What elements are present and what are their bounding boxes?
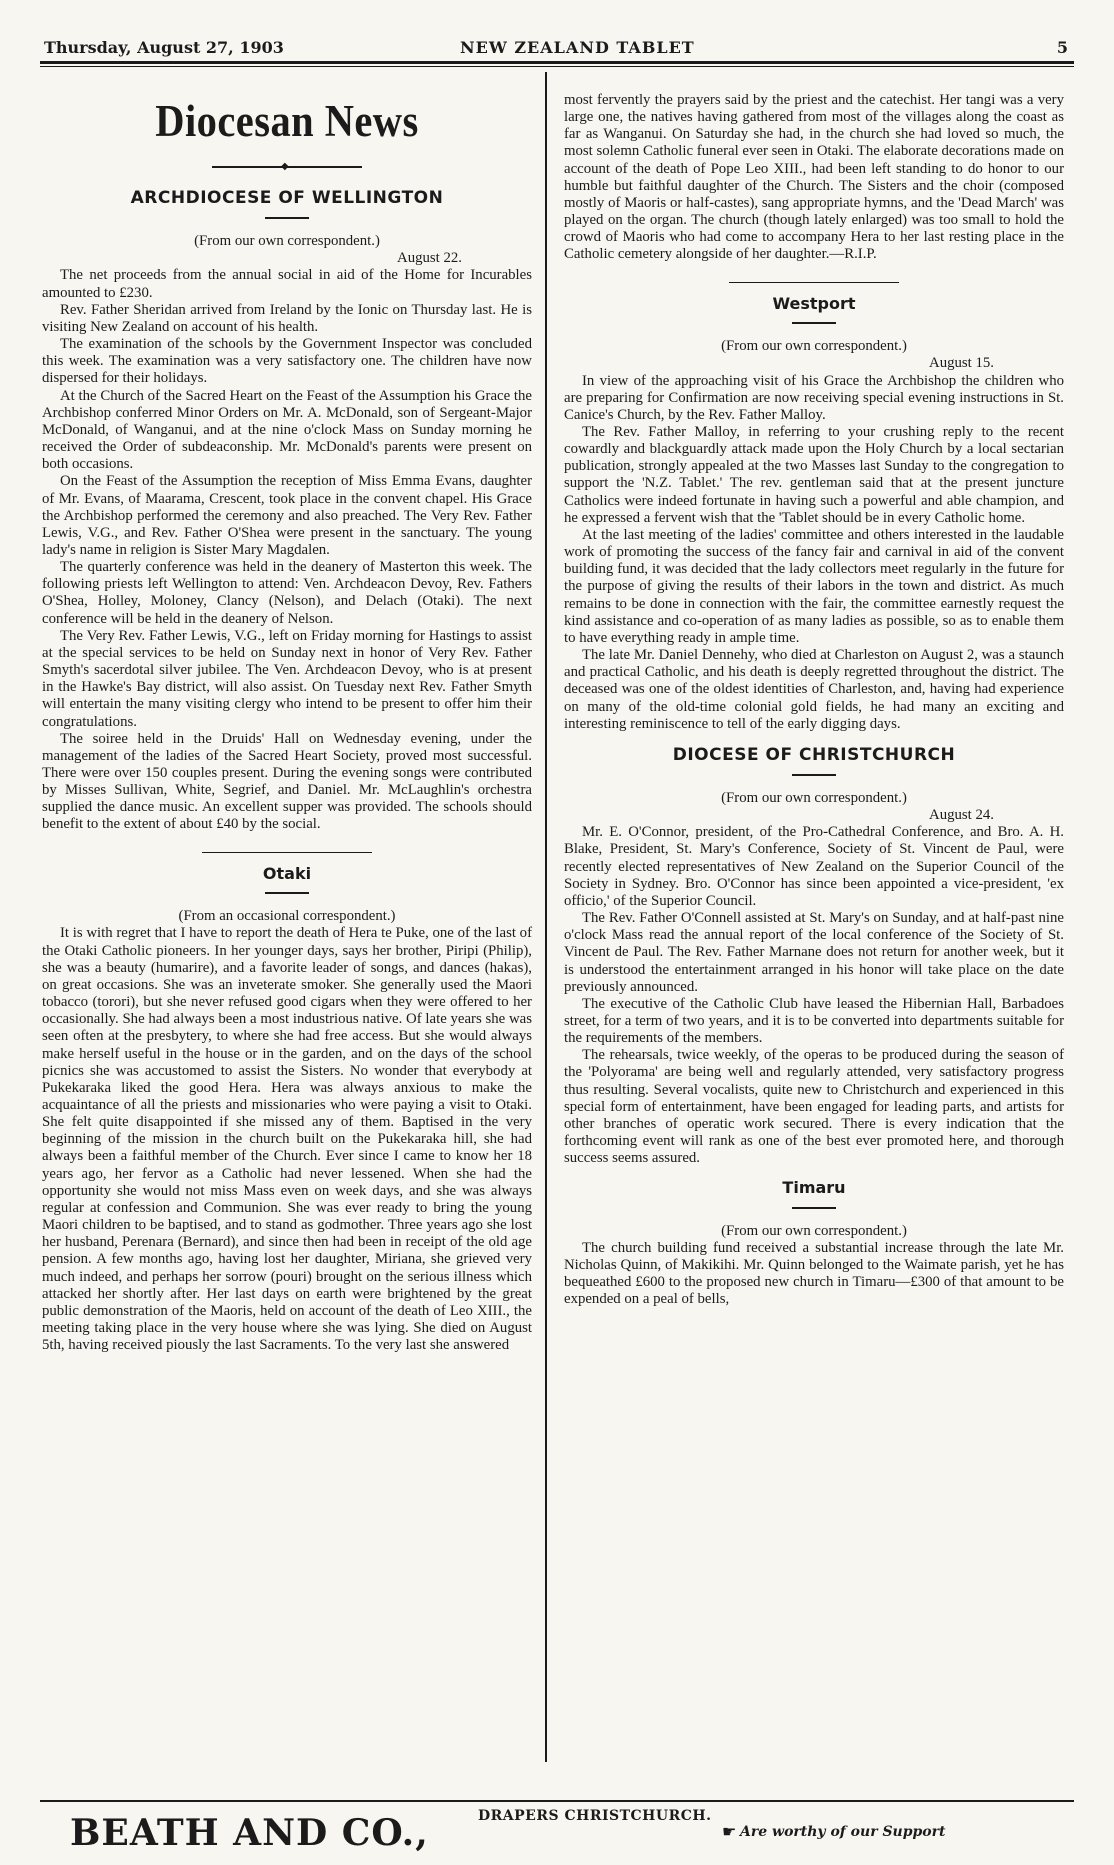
section-rule — [265, 217, 309, 219]
article-paragraph: Rev. Father Sheridan arrived from Ireland by the Ionic on Thursday last. He is visiting New Zealand on account of his health. — [42, 301, 532, 335]
article-paragraph: Mr. E. O'Connor, president, of the Pro-Cathedral Conference, and Bro. A. H. Blake, President, St. Mary's Conference, Society of St. Vincent de Paul, were recently elected representatives of New Zealand on the Superior Council of the Society in Sydney. Bro. O'Connor has since been appointed a vice-president, 'ex officio,' of the Superior Council. — [564, 824, 1064, 909]
section-title-otaki: Otaki — [262, 864, 312, 884]
article-paragraph: The quarterly conference was held in the deanery of Masterton this week. The following priests left Wellington to attend: Ven. Archdeacon Devoy, Rev. Fathers O'Shea, Holley, Moloney, Clancy (Nelson), and Delach (Otaki). The next conference will be held in the deanery of Nelson. — [42, 559, 532, 627]
correspondent-note: (From our own correspondent.) — [721, 338, 907, 355]
section-rule — [265, 892, 309, 894]
newspaper-title: NEW ZEALAND TABLET — [460, 38, 695, 57]
correspondent-note: (From our own correspondent.) — [194, 233, 380, 250]
article-paragraph: It is with regret that I have to report the death of Hera te Puke, one of the last of the Otaki Catholic pioneers. In her younger days, says her brother, Piripi (Philip), she was a beauty (humarire), and a favorite leader of songs, and dances (hakas), on great occasions. She was an inveterate smoker. She generally used the Maori tobacco (torori), but she never refused good cigars when they were offered to her occasionally. She had always been a most industrious native. Of late years she was seen often at the presbytery, to where she had free access. But she would always make herself useful in the house or in the garden, and on the days of the school picnics she was accustomed to assist the Sisters. No wonder that everybody at Pukekaraka liked the good Hera. Hera was always anxious to make the acquaintance of all the priests and missionaries who were paying a visit to Otaki. She felt quite disappointed if she missed any of them. Baptised in the very beginning of the mission in the church built on the Pukekaraka hill, she had always been a faithful member of the Church. Ever since I came to know her 18 years ago, her fervor as a Catholic had never lessened. When she had the opportunity she would not miss Mass even on week days, and she was always regular at confession and Communion. She was ever ready to bring the young Maori children to be baptised, and to stand as godmother. Three years ago she lost her husband, Perenara (Bernard), and since then had been in receipt of the old age pension. A few months ago, having lost her daughter, Miriana, she grieved very much indeed, and perhaps her sorrow (pouri) brought on the serious illness which attacked her shortly after. Her last days on earth were brightened by the great public demonstration of the Maoris, held on account of the death of Leo XIII., the meeting taking place in the very house where she was lying. She died on August 5th, having received piously the last Sacraments. To the very last she answered — [42, 925, 532, 1354]
advertiser-name: BEATH AND CO., — [70, 1812, 429, 1854]
article-paragraph: The Rev. Father Malloy, in referring to your crushing reply to the recent cowardly and blackguardly attack made upon the Holy Church by a local sectarian publication, strongly appealed at the two Masses last Sunday to the congregation to support the 'N.Z. Tablet.' The rev. gentleman said that at the present juncture Catholics were indeed fortunate in having such a powerful and able champion, and he expressed a fervent wish that the 'Tablet should be in every Catholic home. — [564, 424, 1064, 526]
pointing-hand-icon: ☛ — [722, 1822, 737, 1841]
article-paragraph: The Rev. Father O'Connell assisted at St. Mary's on Sunday, and at half-past nine o'clock Mass read the annual report of the local conference of the Society of St. Vincent de Paul. The Rev. Father Marnane does not return for another week, but it is understood the entertainment arranged in his honor will take place on the date previously announced. — [564, 910, 1064, 995]
column-divider — [545, 72, 547, 1762]
section-separator — [202, 852, 372, 854]
article-paragraph: In view of the approaching visit of his Grace the Archbishop the children who are preparing for Confirmation are now receiving special evening instructions in St. Canice's Church, by the Rev. Father Malloy. — [564, 372, 1064, 423]
article-paragraph: The church building fund received a substantial increase through the late Mr. Nicholas Quinn, of Makikihi. Mr. Quinn belonged to the Waimate parish, yet he has bequeathed £600 to the proposed new church in Timaru—£300 of that amount to be expended on a peal of bells, — [564, 1239, 1064, 1308]
article-paragraph: At the Church of the Sacred Heart on the Feast of the Assumption his Grace the Archbishop conferred Minor Orders on Mr. A. McDonald, son of Sergeant-Major McDonald, of Wanganui, and at the nine o'clock Mass on Sunday morning he received the Order of subdeaconship. Mr. McDonald's parents were present on both occasions. — [42, 387, 532, 473]
footer-rule — [40, 1800, 1074, 1802]
dateline: August 24. — [929, 807, 994, 824]
article-paragraph: The soiree held in the Druids' Hall on Wednesday evening, under the management of the ladies of the Sacred Heart Society, proved most successful. There were over 150 couples present. During the evening songs were contributed by Misses Sullivan, White, Segrief, and Daniel. Mr. McLaughlin's orchestra supplied the dance music. An excellent supper was provided. The schools should benefit to the extent of about £40 by the social. — [42, 730, 532, 833]
issue-date: Thursday, August 27, 1903 — [44, 38, 284, 57]
advertiser-trade: DRAPERS CHRISTCHURCH. — [478, 1808, 712, 1824]
correspondent-note: (From our own correspondent.) — [721, 789, 907, 806]
article-continuation: most fervently the prayers said by the priest and the catechist. Her tangi was a very large one, the natives having gathered from most of the villages along the coast as far as Wanganui. On Saturday she had, in the church she had loved so much, the most solemn Catholic funeral ever seen in Otaki. The elaborate decorations made on account of the death of Pope Leo XIII., had been left standing to do honor to our humble but faithful daughter of the Church. The Sisters and the choir (composed mostly of Maoris or half-castes), sang appropriate hymns, and the 'Dead March' was played on the organ. The church (though lately enlarged) was too small to hold the crowd of Maoris who had come to accompany Hera to her last resting place in the Catholic cemetery alongside of her daughter.—R.I.P. — [564, 92, 1064, 263]
article-paragraph: The executive of the Catholic Club have leased the Hibernian Hall, Barbadoes street, for a term of two years, and it is to be converted into departments suitable for the requirements of the members. — [564, 995, 1064, 1047]
correspondent-note: (From our own correspondent.) — [721, 1222, 907, 1239]
article-paragraph: The Very Rev. Father Lewis, V.G., left on Friday morning for Hastings to assist at the special services to be held on Sunday next in honor of Very Rev. Father Smyth's sacerdotal silver jubilee. The Ven. Archdeacon Devoy, who is at present in the Hawke's Bay district, will also assist. On Tuesday next Rev. Father Smyth will entertain the many visiting clergy who intend to be present to offer him their congratulations. — [42, 627, 532, 730]
article-paragraph: The rehearsals, twice weekly, of the operas to be produced during the season of the 'Polyorama' are being well and regularly attended, very satisfactory progress thus resulting. Several vocalists, quite new to Christchurch and experienced in this special form of entertainment, have been engaged for leading parts, and artists for other branches of operatic work secured. There is every indication that the forthcoming event will rank as one of the best ever promoted here, and thorough success seems assured. — [564, 1047, 1064, 1167]
article-paragraph: The net proceeds from the annual social in aid of the Home for Incurables amounted to £230. — [42, 267, 532, 301]
section-rule — [792, 1207, 836, 1209]
dateline: August 22. — [397, 250, 462, 267]
dateline: August 15. — [929, 355, 994, 372]
section-title-timaru: Timaru — [782, 1178, 846, 1198]
masthead: Diocesan News — [155, 96, 419, 146]
right-column — [564, 92, 1064, 1308]
article-paragraph: The examination of the schools by the Government Inspector was concluded this week. The examination was a very satisfactory one. The children have now dispersed for their holidays. — [42, 336, 532, 387]
section-rule — [792, 774, 836, 776]
left-column — [42, 92, 532, 1354]
article-paragraph: The late Mr. Daniel Dennehy, who died at Charleston on August 2, was a staunch and practical Catholic, and his death is deeply regretted throughout the district. The deceased was one of the oldest identities of Charleston, and, having had experience on many of the old-time colonial gold fields, he had many an exciting and interesting reminiscence to tell of the early digging days. — [564, 647, 1064, 732]
diamond-icon: ◆ — [281, 161, 289, 172]
ornament-divider — [42, 160, 532, 174]
page-number: 5 — [1056, 38, 1068, 57]
article-paragraph: At the last meeting of the ladies' committee and others interested in the laudable work of promoting the success of the fancy fair and carnival in aid of the convent building fund, it was decided that the lady collectors meet regularly in the future for the purpose of giving the results of their labors in the town and district. As much remains to be done in connection with the fair, the committee earnestly request the kind assistance and co-operation of as many ladies as possible, so as to enable them to have everything ready in ample time. — [564, 526, 1064, 646]
section-rule — [792, 322, 836, 324]
header-rule — [40, 61, 1074, 64]
header-rule-thin — [40, 66, 1074, 67]
page-header — [40, 38, 1070, 60]
section-title-christchurch: DIOCESE OF CHRISTCHURCH — [672, 744, 956, 765]
advertiser-motto: Are worthy of our Support — [740, 1824, 946, 1840]
section-title-westport: Westport — [772, 294, 856, 314]
correspondent-note: (From an occasional correspondent.) — [178, 908, 396, 925]
article-paragraph: On the Feast of the Assumption the reception of Miss Emma Evans, daughter of Mr. Evans, of Maarama, Crescent, took place in the convent chapel. His Grace the Archbishop performed the ceremony and also preached. The Very Rev. Father Lewis, V.G., and Rev. Father O'Shea were present in the sanctuary. The young lady's name in religion is Sister Mary Magdalen. — [42, 473, 532, 558]
section-separator — [729, 282, 899, 284]
advertisement-footer — [40, 1808, 1070, 1858]
section-title-wellington: ARCHDIOCESE OF WELLINGTON — [130, 188, 444, 208]
